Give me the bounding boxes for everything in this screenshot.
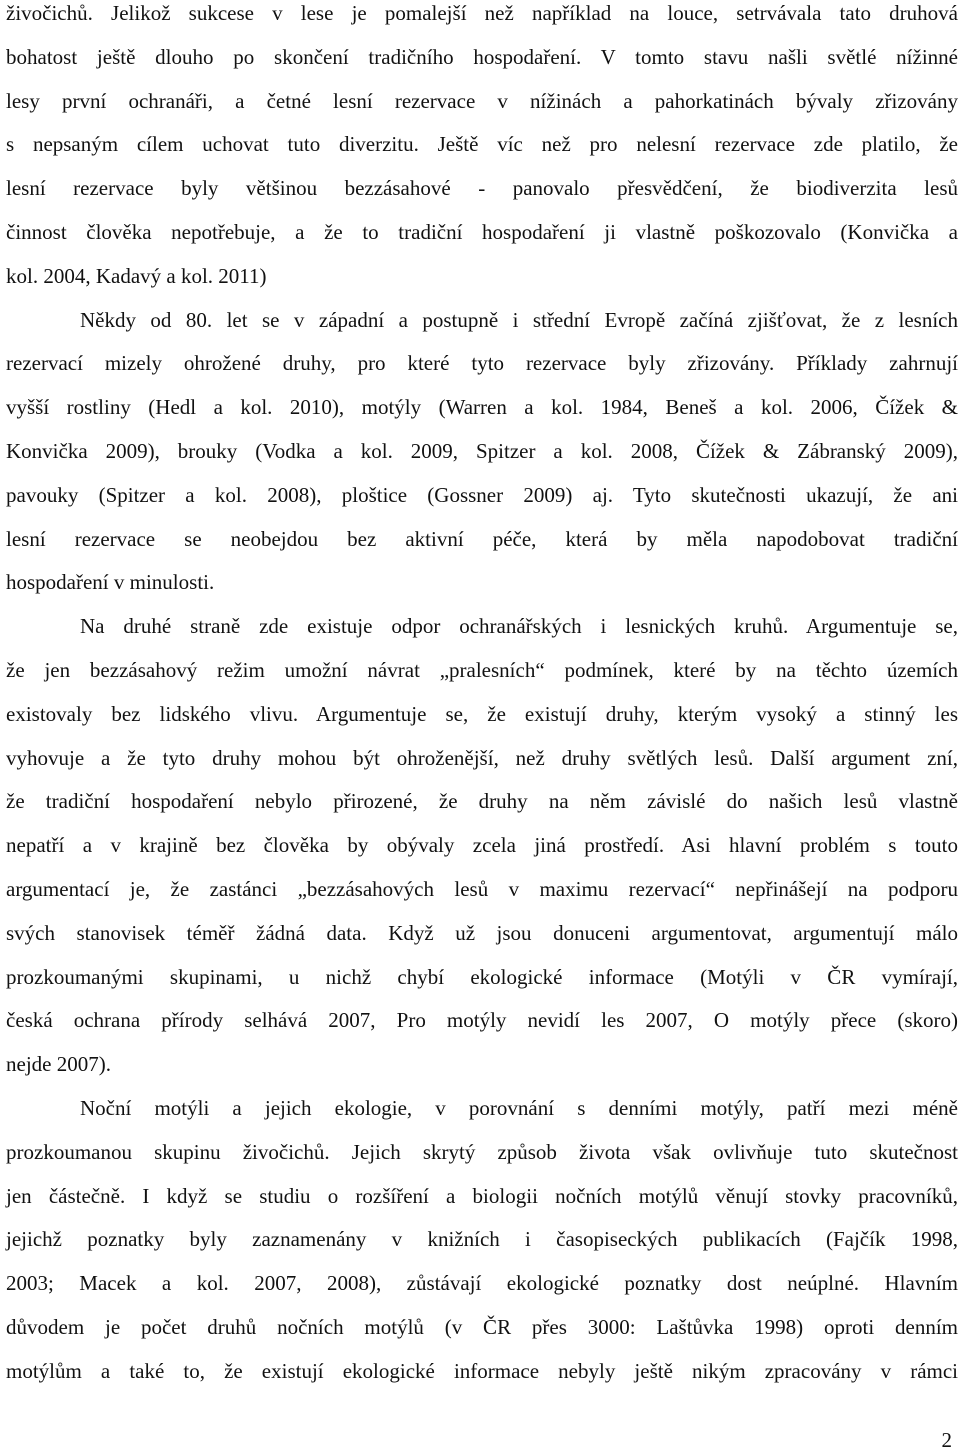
text-line: existovaly bez lidského vlivu. Argumentuje se, že existují druhy, kterým vysoký a stinný les [6, 701, 958, 726]
text-line: Někdy od 80. let se v západní a postupně i střední Evropě začíná zjišťovat, že z lesních [80, 307, 958, 332]
text-line: prozkoumanými skupinami, u nichž chybí ekologické informace (Motýli v ČR vymírají, [6, 964, 958, 989]
page-number: 2 [941, 1428, 952, 1452]
text-line: lesní rezervace se neobejdou bez aktivní péče, která by měla napodobovat tradiční [6, 526, 958, 551]
text-line: jen částečně. I když se studiu o rozšíření a biologii nočních motýlů věnují stovky pracovníků, [6, 1183, 958, 1208]
text-line: že jen bezzásahový režim umožní návrat „pralesních“ podmínek, které by na těchto územích [6, 657, 958, 682]
text-line: rezervací mizely ohrožené druhy, pro které tyto rezervace byly zřizovány. Příklady zahrnují [6, 351, 958, 376]
text-line: důvodem je počet druhů nočních motýlů (v ČR přes 3000: Laštůvka 1998) oproti denním [6, 1314, 958, 1339]
text-line: že tradiční hospodaření nebylo přirozené, že druhy na něm závislé do našich lesů vlastně [6, 789, 958, 814]
text-line: lesní rezervace byly většinou bezzásahové - panovalo přesvědčení, že biodiverzita lesů [6, 176, 958, 201]
text-line: česká ochrana přírody selhává 2007, Pro motýly nevidí les 2007, O motýly přece (skoro) [6, 1008, 958, 1033]
text-line: činnost člověka nepotřebuje, a že to tradiční hospodaření ji vlastně poškozovalo (Konvička a [6, 219, 958, 244]
text-line: vyšší rostliny (Hedl a kol. 2010), motýly (Warren a kol. 1984, Beneš a kol. 2006, Čížek & [6, 395, 958, 420]
text-line: pavouky (Spitzer a kol. 2008), ploštice (Gossner 2009) aj. Tyto skutečnosti ukazují, že ani [6, 482, 958, 507]
text-line: Konvička 2009), brouky (Vodka a kol. 2009, Spitzer a kol. 2008, Čížek & Zábranský 2009), [6, 438, 958, 463]
text-line: svých stanovisek téměř žádná data. Když už jsou donuceni argumentovat, argumentují málo [6, 920, 958, 945]
text-line: nepatří a v krajině bez člověka by obývaly zcela jiná prostředí. Asi hlavní problém s touto [6, 833, 958, 858]
text-line: bohatost ještě dlouho po skončení tradičního hospodaření. V tomto stavu našli světlé nížinné [6, 44, 958, 69]
text-line: argumentací je, že zastánci „bezzásahových lesů v maximu rezervací“ nepřinášejí na podporu [6, 876, 958, 901]
text-line: lesy první ochranáři, a četné lesní rezervace v nížinách a pahorkatinách bývaly zřizovány [6, 88, 958, 113]
text-line: jejichž poznatky byly zaznamenány v knižních i časopiseckých publikacích (Fajčík 1998, [6, 1227, 958, 1252]
text-line: Na druhé straně zde existuje odpor ochranářských i lesnických kruhů. Argumentuje se, [80, 614, 958, 639]
text-line: prozkoumanou skupinu živočichů. Jejich skrytý způsob života však ovlivňuje tuto skutečnost [6, 1139, 958, 1164]
text-line: vyhovuje a že tyto druhy mohou být ohroženější, než druhy světlých lesů. Další argument zní, [6, 745, 958, 770]
text-line: kol. 2004, Kadavý a kol. 2011) [6, 263, 267, 288]
text-line: Noční motýli a jejich ekologie, v porovnání s denními motýly, patří mezi méně [80, 1095, 958, 1120]
text-line: živočichů. Jelikož sukcese v lese je pomalejší než například na louce, setrvávala tato druhová [6, 1, 958, 25]
text-line: 2003; Macek a kol. 2007, 2008), zůstávají ekologické poznatky dost neúplné. Hlavním [6, 1271, 958, 1296]
body-text [6, 0, 958, 1394]
text-line: nejde 2007). [6, 1052, 111, 1077]
text-line: motýlům a také to, že existují ekologické informace nebyly ještě nikým zpracovány v rámci [6, 1358, 958, 1383]
text-line: hospodaření v minulosti. [6, 570, 215, 595]
text-line: s nepsaným cílem uchovat tuto diverzitu. Ještě víc než pro nelesní rezervace zde platilo, že [6, 132, 958, 157]
